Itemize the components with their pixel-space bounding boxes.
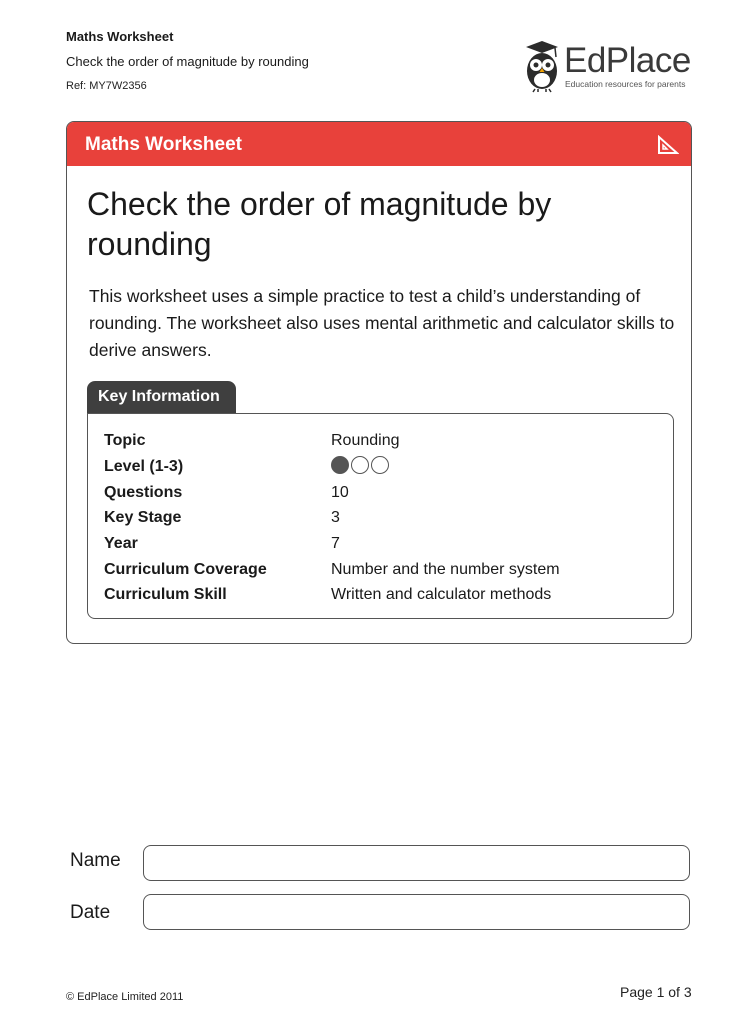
worksheet-reference: Ref: MY7W2356 — [66, 80, 147, 92]
info-label: Curriculum Coverage — [104, 561, 267, 578]
info-row-curriculum-skill — [104, 586, 664, 608]
info-value: 10 — [331, 484, 349, 501]
level-dot-3 — [371, 456, 389, 474]
info-label: Topic — [104, 432, 146, 449]
info-row-year — [104, 535, 664, 557]
edplace-logo — [522, 39, 697, 93]
copyright-notice: © EdPlace Limited 2011 — [66, 991, 184, 1003]
info-row-questions — [104, 484, 664, 506]
logo-tagline: Education resources for parents — [565, 79, 686, 89]
level-dot-1 — [331, 456, 349, 474]
page-number: Page 1 of 3 — [620, 984, 692, 1000]
worksheet-header-subtitle: Check the order of magnitude by rounding — [66, 54, 309, 69]
level-dot-2 — [351, 456, 369, 474]
worksheet-description: This worksheet uses a simple practice to test a child’s understanding of rounding. The worksheet also uses mental arithmetic and calculator skills to derive answers. — [89, 286, 675, 360]
card-band-title: Maths Worksheet — [85, 134, 242, 155]
name-field[interactable] — [143, 845, 690, 881]
worksheet-info-card — [66, 121, 692, 644]
logo-brand-text: EdPlace — [564, 41, 691, 80]
level-indicator — [331, 456, 389, 474]
key-information-label: Key Information — [98, 388, 220, 405]
name-label: Name — [70, 850, 121, 871]
info-value: 3 — [331, 509, 340, 526]
info-label: Questions — [104, 484, 183, 501]
info-label: Curriculum Skill — [104, 586, 227, 603]
card-header-band — [67, 122, 691, 166]
info-row-topic — [104, 432, 664, 454]
info-label: Year — [104, 535, 138, 552]
key-information-box — [87, 413, 674, 619]
info-row-curriculum-coverage — [104, 561, 664, 583]
info-row-level — [104, 458, 664, 480]
info-value: Number and the number system — [331, 561, 560, 578]
owl-graduate-icon — [522, 39, 562, 93]
info-value: Written and calculator methods — [331, 586, 552, 603]
info-value: Rounding — [331, 432, 400, 449]
info-value: 7 — [331, 535, 340, 552]
date-label: Date — [70, 902, 111, 923]
info-row-key-stage — [104, 509, 664, 531]
key-information-tab — [87, 381, 236, 414]
worksheet-title: Check the order of magnitude by rounding — [87, 186, 552, 262]
date-field[interactable] — [143, 894, 690, 930]
info-label: Key Stage — [104, 509, 182, 526]
set-square-icon — [657, 135, 679, 155]
worksheet-header-title: Maths Worksheet — [66, 29, 174, 44]
info-label: Level (1-3) — [104, 458, 184, 475]
